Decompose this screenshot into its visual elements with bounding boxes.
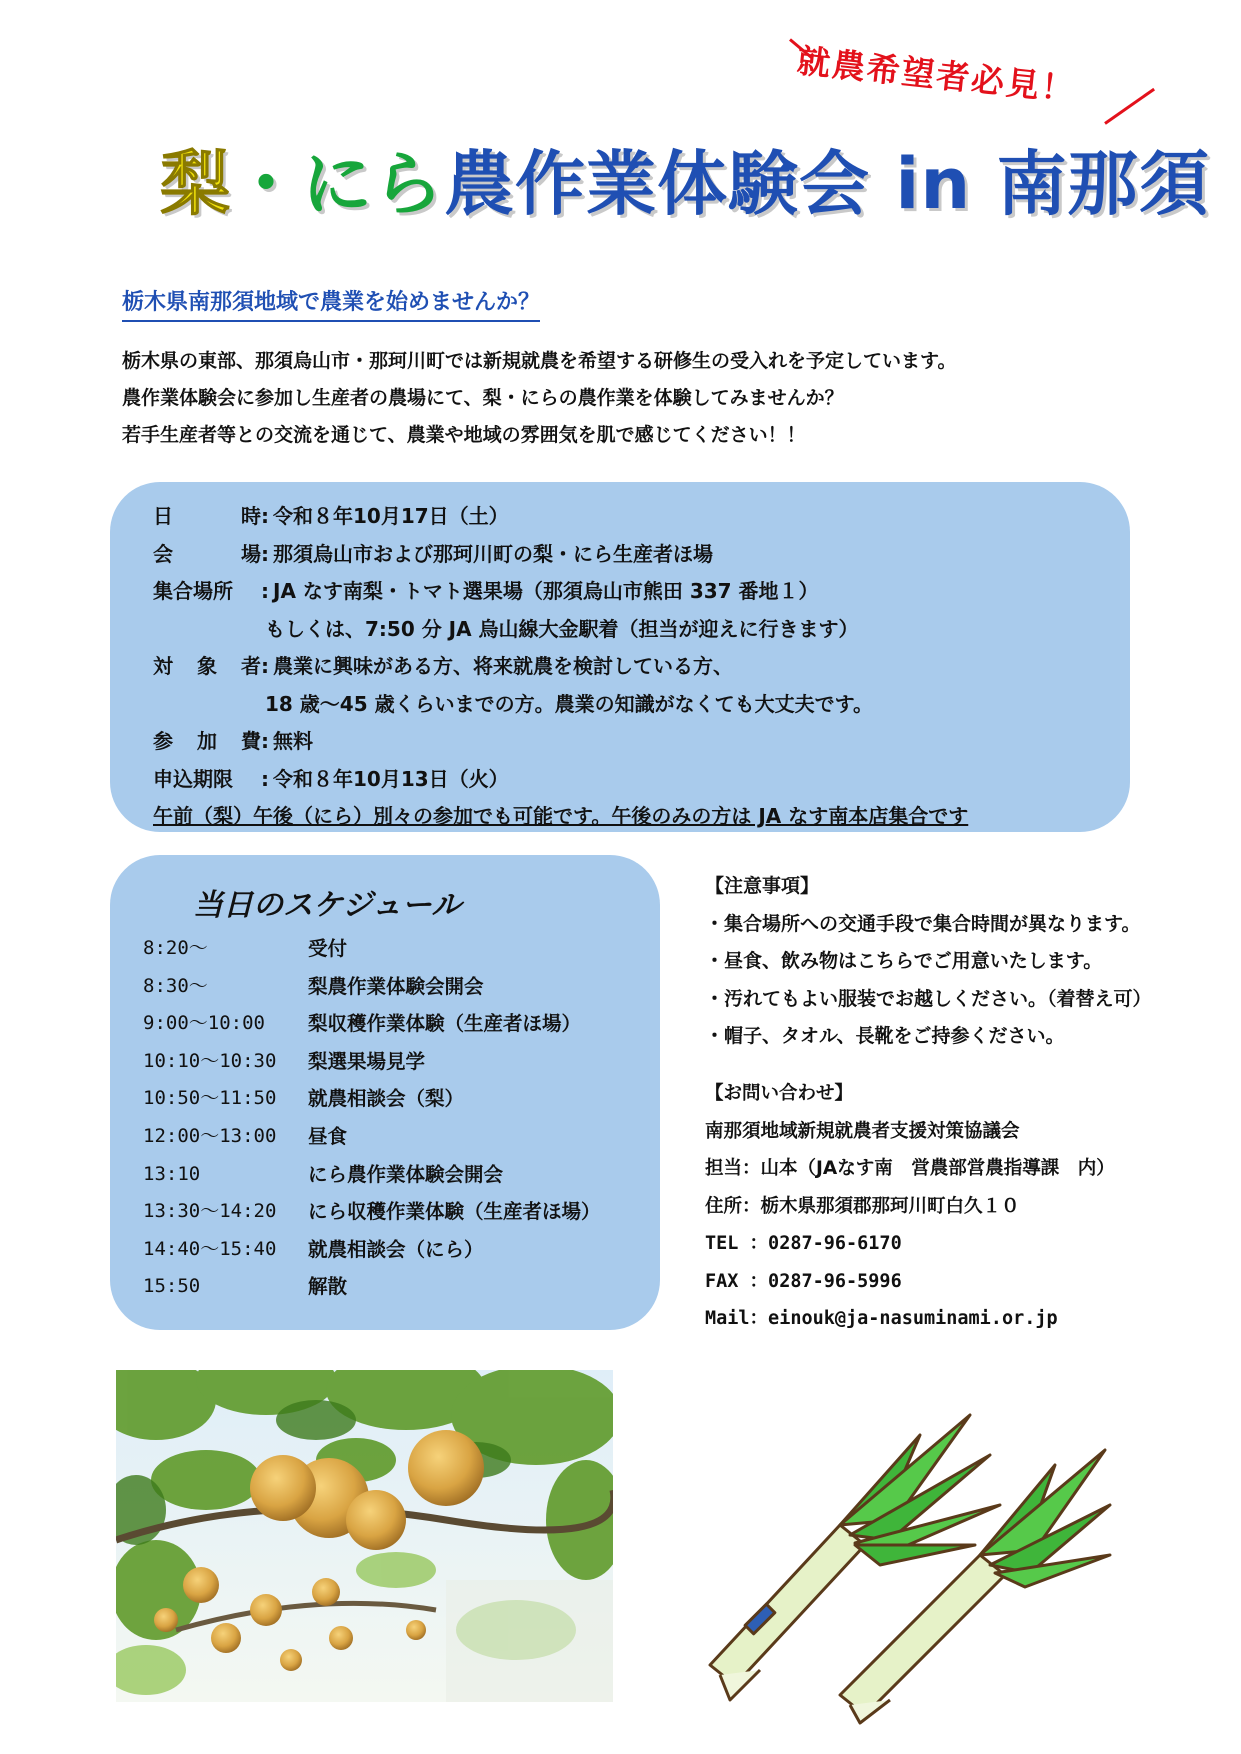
info-meeting-row: 集合場所 : JA なす南梨・トマト選果場（那須烏山市熊田 337 番地１） <box>153 573 968 611</box>
info-note: 午前（梨）午後（にら）別々の参加でも可能です。午後のみの方は JA なす南本店集合です <box>153 804 969 828</box>
info-deadline-label: 申込期限 <box>153 766 233 791</box>
schedule-list <box>143 930 601 1306</box>
schedule-row <box>143 968 601 1006</box>
schedule-event: 梨収穫作業体験（生産者ほ場） <box>308 1012 582 1036</box>
schedule-event: 昼食 <box>308 1124 348 1148</box>
info-target-value2: 18 歳～45 歳くらいまでの方。農業の知識がなくても大丈夫です。 <box>265 691 873 716</box>
schedule-row <box>143 1268 601 1306</box>
notes-heading: 【注意事項】 <box>705 875 820 897</box>
info-meeting-label: 集合場所 <box>153 579 233 603</box>
pear-tree-image <box>116 1370 613 1702</box>
info-venue-row: 会 場 : 那須烏山市および那珂川町の梨・にら生産者ほ場 <box>153 536 968 574</box>
lead-line: 農作業体験会に参加し生産者の農場にて、梨・にらの農作業を体験してみませんか？ <box>122 387 844 409</box>
schedule-row <box>143 1193 601 1231</box>
notes-section <box>705 868 1152 1056</box>
info-target-row: 対 象 者 : 農業に興味がある方、将来就農を検討している方、 <box>153 648 968 686</box>
nira-illustration <box>690 1395 1115 1725</box>
schedule-time: 15:50 <box>143 1275 201 1298</box>
contact-heading: 【お問い合わせ】 <box>705 1083 854 1104</box>
schedule-event: 梨農作業体験会開会 <box>308 974 484 998</box>
schedule-event: 受付 <box>308 937 348 960</box>
info-deadline-row: 申込期限 : 令和８年10月13日（火） <box>153 761 968 799</box>
info-target-label: 対 象 者 <box>153 654 261 678</box>
schedule-time: 8:20～ <box>143 937 208 959</box>
info-date-label: 日 時 <box>153 504 261 528</box>
info-fee-row: 参 加 費 : 無料 <box>153 723 968 761</box>
schedule-row <box>143 1005 601 1043</box>
contact-fax: FAX ：0287-96-5996 <box>705 1270 902 1292</box>
tagline-slash-right <box>1104 88 1155 125</box>
notes-item: ・昼食、飲み物はこちらでご用意いたします。 <box>705 950 1103 972</box>
schedule-row <box>143 1043 601 1081</box>
title-nira: にら <box>302 143 444 225</box>
event-info <box>153 498 968 836</box>
schedule-time: 14:40～15:40 <box>143 1237 277 1260</box>
schedule-event: にら収穫作業体験（生産者ほ場） <box>308 1200 601 1224</box>
title-main: 農作業体験会 in 南那須 <box>444 143 1210 225</box>
schedule-event: 解散 <box>308 1275 348 1299</box>
info-date-row: 日 時 : 令和８年10月17日（土） <box>153 498 968 536</box>
info-deadline-value: 令和８年10月13日（火） <box>273 766 509 791</box>
contact-mail[interactable]: Mail：einouk@ja-nasuminami.or.jp <box>705 1308 1058 1329</box>
schedule-event: にら農作業体験会開会 <box>308 1162 504 1186</box>
schedule-row <box>143 1118 601 1156</box>
schedule-title: 当日のスケジュール <box>193 888 462 923</box>
contact-person: 担当：山本（JAなす南 営農部営農指導課 内） <box>705 1158 1115 1179</box>
nira-bundle-icon <box>690 1395 1115 1725</box>
schedule-time: 12:00～13:00 <box>143 1124 277 1147</box>
schedule-time: 9:00～10:00 <box>143 1012 265 1035</box>
title-pear: 梨 <box>160 143 231 225</box>
lead-line: 栃木県の東部、那須烏山市・那珂川町では新規就農を希望する研修生の受入れを予定しています。 <box>122 350 957 372</box>
info-fee-value: 無料 <box>273 729 313 753</box>
contact-org: 南那須地域新規就農者支援対策協議会 <box>705 1120 1020 1142</box>
info-venue-label: 会 場 <box>153 541 261 566</box>
contact-address: 住所：栃木県那須郡那珂川町白久１０ <box>705 1195 1020 1217</box>
schedule-time: 10:10～10:30 <box>143 1049 277 1072</box>
lead-paragraph <box>122 343 1132 454</box>
schedule-row <box>143 1231 601 1269</box>
notes-item: ・汚れてもよい服装でお越しください。（着替え可） <box>705 987 1152 1010</box>
info-meeting-alt: もしくは、7:50 分 JA 烏山線大金駅着（担当が迎えに行きます） <box>265 616 859 641</box>
tagline: 就農希望者必見！ <box>795 40 1078 110</box>
pear-photo <box>116 1370 613 1702</box>
schedule-event: 梨選果場見学 <box>308 1049 426 1073</box>
notes-item: ・帽子、タオル、長靴をご持参ください。 <box>705 1025 1065 1047</box>
contact-tel: TEL ：0287-96-6170 <box>705 1233 902 1254</box>
info-date-value: 令和８年10月17日（土） <box>273 504 509 528</box>
schedule-time: 13:10 <box>143 1162 201 1185</box>
schedule-time: 13:30～14:20 <box>143 1200 277 1223</box>
notes-item: ・集合場所への交通手段で集合時間が異なります。 <box>705 912 1141 935</box>
schedule-row <box>143 1080 601 1118</box>
schedule-row <box>143 930 601 968</box>
info-target-value: 農業に興味がある方、将来就農を検討している方、 <box>273 654 733 678</box>
schedule-event: 就農相談会（にら） <box>308 1237 484 1261</box>
lead-heading: 栃木県南那須地域で農業を始めませんか？ <box>122 285 540 322</box>
schedule-time: 10:50～11:50 <box>143 1087 277 1110</box>
page-title <box>160 128 1210 229</box>
title-dot: ・ <box>231 143 302 225</box>
contact-section <box>705 1075 1115 1338</box>
schedule-event: 就農相談会（梨） <box>308 1087 465 1111</box>
schedule-time: 8:30～ <box>143 974 208 997</box>
info-meeting-value: JA なす南梨・トマト選果場（那須烏山市熊田 337 番地１） <box>273 579 819 603</box>
info-venue-value: 那須烏山市および那珂川町の梨・にら生産者ほ場 <box>273 541 713 566</box>
info-fee-label: 参 加 費 <box>153 729 261 753</box>
lead-line: 若手生産者等との交流を通じて、農業や地域の雰囲気を肌で感じてください！！ <box>122 424 806 446</box>
schedule-row <box>143 1156 601 1194</box>
